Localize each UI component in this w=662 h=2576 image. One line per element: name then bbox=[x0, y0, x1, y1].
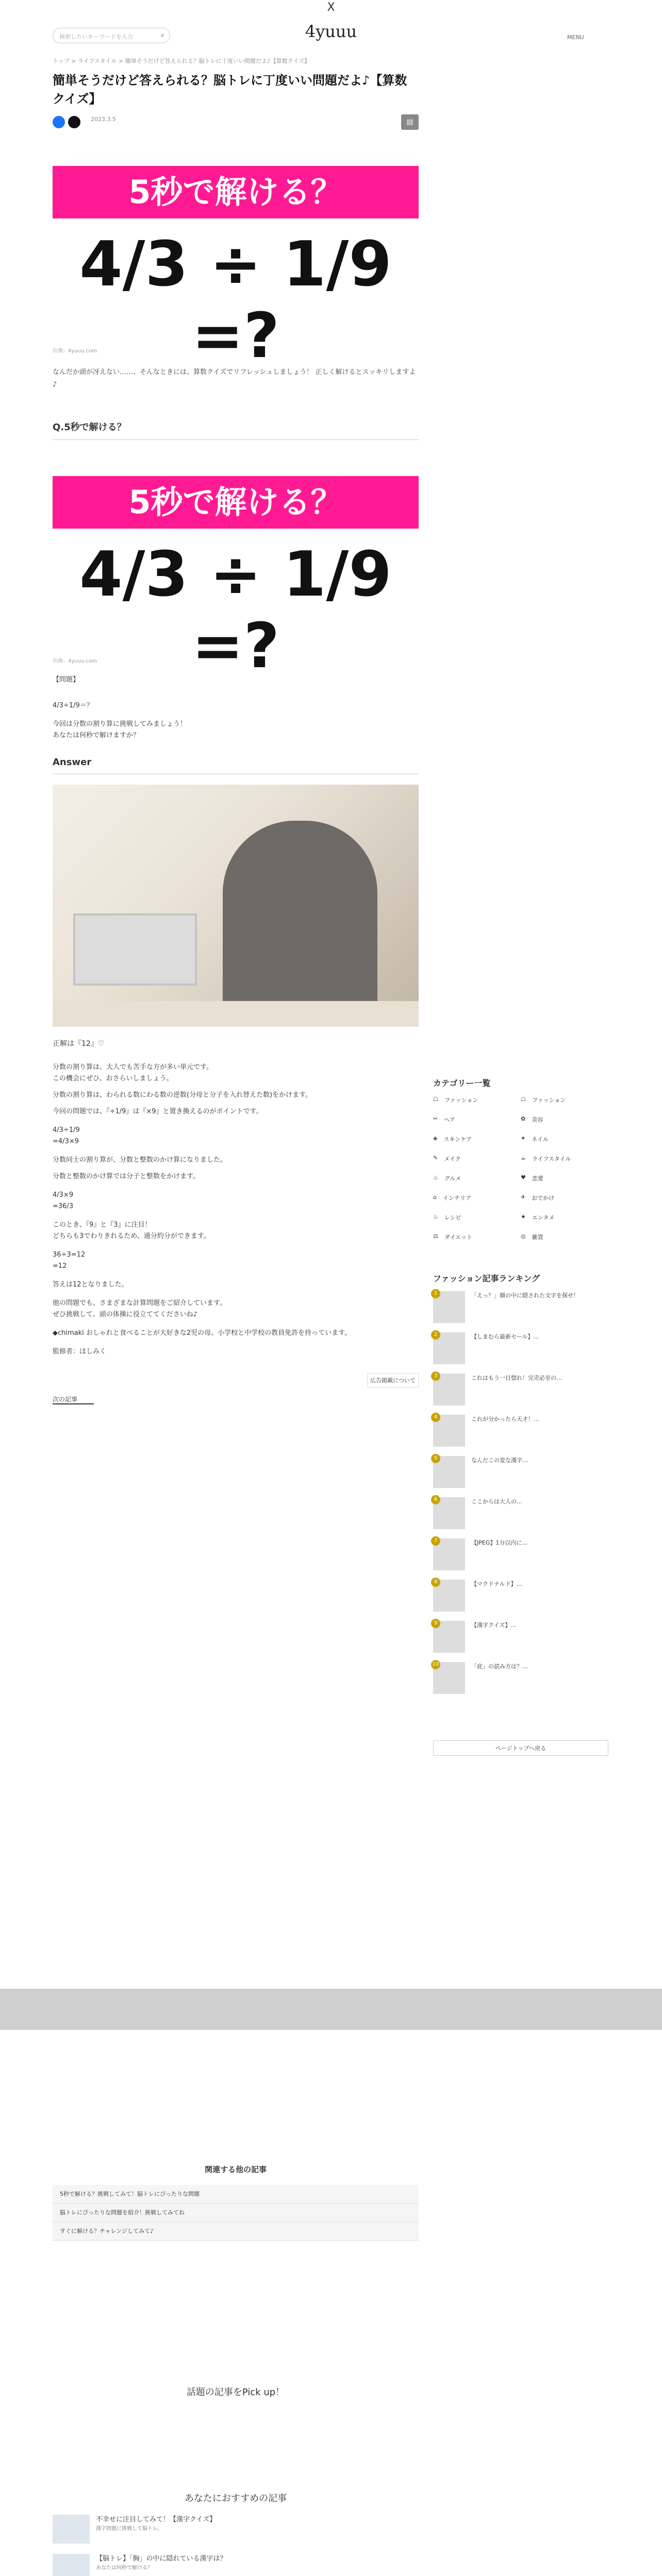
question-label: 【問題】 bbox=[53, 676, 80, 684]
publish-date: 2023.3.5 bbox=[91, 116, 116, 123]
question-heading: Q.5秒で解ける？ bbox=[53, 420, 419, 440]
category-item[interactable]: ✂ ヘア bbox=[433, 1115, 455, 1123]
facebook-icon[interactable] bbox=[53, 116, 65, 128]
body-line: 分数と整数のかけ算では分子と整数をかけます。 bbox=[53, 1173, 200, 1180]
laptop-image bbox=[73, 913, 197, 986]
thumbnail: 2 bbox=[433, 1332, 465, 1364]
sidebar bbox=[433, 1077, 608, 1756]
body-line: どちらも3でわりきれるため、通分約分ができます。 bbox=[53, 1232, 210, 1240]
body-line: =36/3 bbox=[53, 1202, 74, 1210]
thumbnail: 4 bbox=[433, 1415, 465, 1447]
body-line: ◆chimaki おしゃれと食べることが大好きな2児の母。小学校と中学校の教員免許を持っています。 bbox=[53, 1329, 352, 1337]
article bbox=[53, 57, 419, 1404]
category-icon: ♨ bbox=[433, 1174, 438, 1181]
category-icon: ☖ bbox=[521, 1096, 526, 1103]
category-icon: ✦ bbox=[521, 1135, 526, 1142]
ranking-item[interactable]: 9 【漢字クイズ】… bbox=[433, 1621, 608, 1653]
related-box bbox=[53, 2164, 419, 2241]
ranking-item[interactable]: 7 【JPEG】1分以内に… bbox=[433, 1538, 608, 1570]
category-icon: ♥ bbox=[521, 1174, 526, 1181]
x-icon[interactable] bbox=[68, 116, 80, 128]
question-prompt: 今回は分数の割り算に挑戦してみましょう！ あなたは何秒で解けますか？ bbox=[53, 720, 187, 739]
category-item[interactable]: ✦ ネイル bbox=[521, 1135, 549, 1143]
close-icon[interactable]: X bbox=[327, 1, 335, 14]
question-text: 4/3÷1/9＝？ bbox=[53, 702, 93, 709]
body-line: この機会にぜひ、おさらいしましょう。 bbox=[53, 1075, 173, 1082]
intro-text: なんだか頭が冴えない……、そんなときには、算数クイズでリフレッシュしましょう！ 正しく解けるとスッキリしますよ♪ bbox=[53, 368, 416, 388]
category-item[interactable]: ◎ 雑貨 bbox=[521, 1233, 543, 1241]
category-icon: ☕ bbox=[521, 1155, 526, 1161]
category-heading: カテゴリー一覧 bbox=[433, 1078, 491, 1088]
category-icon: ♨ bbox=[433, 1213, 438, 1220]
image-caption: 出典：4yuuu.com bbox=[53, 348, 97, 354]
related-section bbox=[53, 2154, 419, 2576]
thumbnail: 3 bbox=[433, 1374, 465, 1405]
related-item[interactable]: すぐに解ける？チャレンジしてみて♪ bbox=[53, 2222, 419, 2241]
banner-heading: 5秒で解ける？ bbox=[53, 166, 419, 218]
ad-info-link[interactable]: 広告掲載について bbox=[367, 1373, 419, 1387]
thumbnail: 5 bbox=[433, 1456, 465, 1488]
site-logo[interactable]: 4yuuu bbox=[305, 22, 357, 41]
page-top-button[interactable]: ページトップへ戻る bbox=[433, 1740, 608, 1756]
thumbnail: 6 bbox=[433, 1497, 465, 1529]
person-image bbox=[223, 821, 377, 1027]
body-line: 答えは12となりました。 bbox=[53, 1281, 128, 1289]
menu-button[interactable]: MENU bbox=[567, 34, 584, 41]
category-grid bbox=[433, 1096, 608, 1241]
banner-equation: 4/3 ÷ 1/9 =? bbox=[79, 229, 392, 372]
category-item[interactable]: ✎ メイク bbox=[433, 1155, 461, 1162]
ranking-item[interactable]: 3 これはもう一目惚れ！完売必至の… bbox=[433, 1374, 608, 1405]
thumbnail: 10 bbox=[433, 1662, 465, 1694]
category-icon: ✎ bbox=[433, 1155, 438, 1161]
body-line: =4/3×9 bbox=[53, 1138, 79, 1145]
comment-icon[interactable]: ▤ bbox=[401, 114, 419, 130]
body-line: このとき、『9』と『3』に注目！ bbox=[53, 1221, 152, 1229]
ranking-item[interactable]: 2 【しまむら最新セール】… bbox=[433, 1332, 608, 1364]
site-header bbox=[0, 15, 662, 52]
recommend-item[interactable]: 【脳トレ】「胸」の中に隠れている漢字は？ あなたは何秒で解ける？ bbox=[53, 2554, 419, 2576]
article-body bbox=[53, 1062, 419, 1358]
body-line: ぜひ挑戦して、頭の体操に役立ててくださいね♪ bbox=[53, 1311, 198, 1318]
page-title: 簡単そうだけど答えられる？脳トレに丁度いい問題だよ♪【算数クイズ】 bbox=[53, 73, 407, 106]
recommend-item[interactable]: 不幸せに注目してみて！【漢字クイズ】 漢字問題に挑戦して脳トレ。 bbox=[53, 2515, 419, 2544]
category-item[interactable]: ★ エンタメ bbox=[521, 1213, 555, 1221]
pickup-heading: 話題の記事をPick up！ bbox=[186, 2387, 285, 2398]
ranking-item[interactable]: 8 【マクドナルド】… bbox=[433, 1580, 608, 1612]
ranking-heading: ファッション記事ランキング bbox=[433, 1274, 540, 1283]
category-icon: ☖ bbox=[433, 1096, 438, 1103]
category-item[interactable]: ☖ ファッション bbox=[433, 1096, 478, 1104]
image-caption-2: 出典：4yuuu.com bbox=[53, 658, 97, 664]
category-item[interactable]: ⌂ インテリア bbox=[433, 1194, 471, 1201]
body-line: 分数の割り算は、わられる数にわる数の逆数(分母と分子を入れ替えた数)をかけます。 bbox=[53, 1091, 312, 1099]
body-line: 36÷3=12 bbox=[53, 1251, 86, 1259]
search-icon[interactable]: ⌕ bbox=[160, 31, 164, 39]
answer-photo bbox=[53, 785, 419, 1027]
desk-image bbox=[53, 1001, 419, 1027]
thumbnail bbox=[53, 2554, 90, 2576]
category-icon: ✿ bbox=[521, 1115, 526, 1122]
body-line: 4/3×9 bbox=[53, 1191, 74, 1199]
body-line: 分数同士の割り算が、分数と整数のかけ算になりました。 bbox=[53, 1156, 227, 1164]
category-item[interactable]: ♥ 恋愛 bbox=[521, 1174, 543, 1182]
next-article-label: 次の記事 bbox=[53, 1395, 94, 1404]
recommend-heading: あなたにおすすめの記事 bbox=[184, 2493, 287, 2504]
sticky-overlay bbox=[0, 1989, 662, 2030]
category-icon: ⌂ bbox=[433, 1194, 437, 1200]
recommend-list bbox=[53, 2515, 419, 2576]
body-line: 他の問題でも、さまざまな計算問題をご紹介しています。 bbox=[53, 1299, 226, 1307]
category-item[interactable]: ♨ グルメ bbox=[433, 1174, 461, 1182]
related-item[interactable]: 脳トレにぴったりな問題を紹介！挑戦してみてね bbox=[53, 2204, 419, 2222]
category-icon: ◎ bbox=[521, 1233, 526, 1240]
ranking-item[interactable]: 4 これが分かったら天才！… bbox=[433, 1415, 608, 1447]
category-icon: ★ bbox=[521, 1213, 526, 1220]
share-bar bbox=[53, 114, 419, 130]
related-item[interactable]: 5秒で解ける？挑戦してみて！脳トレにぴったりな問題 bbox=[53, 2185, 419, 2204]
ranking-item[interactable]: 10 「庇」の読み方は？… bbox=[433, 1662, 608, 1694]
body-line: 今回の問題では、『÷1/9』は『×9』と置き換えるのがポイントです。 bbox=[53, 1108, 263, 1115]
search-placeholder: 検索したいキーワードを入力 bbox=[59, 33, 133, 40]
thumbnail: 7 bbox=[433, 1538, 465, 1570]
category-icon: ◈ bbox=[433, 1135, 438, 1142]
answer-text: 正解は『12』♡ bbox=[53, 1040, 105, 1048]
banner-heading-2: 5秒で解ける？ bbox=[53, 476, 419, 529]
category-item[interactable]: ⚖ ダイエット bbox=[433, 1233, 472, 1241]
body-line: 監修者：ほしみく bbox=[53, 1348, 107, 1355]
thumbnail: 9 bbox=[433, 1621, 465, 1653]
breadcrumb[interactable]: トップ > ライフスタイル > 簡単そうだけど答えられる？脳トレに丁度いい問題だよ♪【算数クイズ】 bbox=[53, 58, 310, 64]
category-item[interactable]: ✿ 美容 bbox=[521, 1115, 543, 1123]
category-icon: ⚖ bbox=[433, 1233, 438, 1240]
thumbnail: 1 bbox=[433, 1291, 465, 1323]
category-item[interactable]: ☕ ライフスタイル bbox=[521, 1155, 571, 1162]
category-icon: ✂ bbox=[433, 1115, 438, 1122]
ranking-list bbox=[433, 1291, 608, 1694]
ranking-item[interactable]: 6 ここからは大人の… bbox=[433, 1497, 608, 1529]
category-item[interactable]: ♨ レシピ bbox=[433, 1213, 461, 1221]
category-icon: ✈ bbox=[521, 1194, 526, 1200]
category-item[interactable]: ✈ おでかけ bbox=[521, 1194, 555, 1201]
answer-heading: Answer bbox=[53, 757, 419, 774]
banner-equation-2: 4/3 ÷ 1/9 =? bbox=[79, 539, 392, 682]
body-line: 4/3÷1/9 bbox=[53, 1126, 80, 1134]
ranking-item[interactable]: 5 なんだこの変な漢字… bbox=[433, 1456, 608, 1488]
body-line: =12 bbox=[53, 1262, 67, 1270]
related-heading: 関連する他の記事 bbox=[204, 2165, 267, 2174]
category-item[interactable]: ☖ ファッション bbox=[521, 1096, 566, 1104]
category-item[interactable]: ◈ スキンケア bbox=[433, 1135, 472, 1143]
thumbnail: 8 bbox=[433, 1580, 465, 1612]
thumbnail bbox=[53, 2515, 90, 2544]
ranking-item[interactable]: 1 「えっ？」顔の中に隠された文字を探せ！ bbox=[433, 1291, 608, 1323]
body-line: 分数の割り算は、大人でも苦手な方が多い単元です。 bbox=[53, 1063, 213, 1071]
